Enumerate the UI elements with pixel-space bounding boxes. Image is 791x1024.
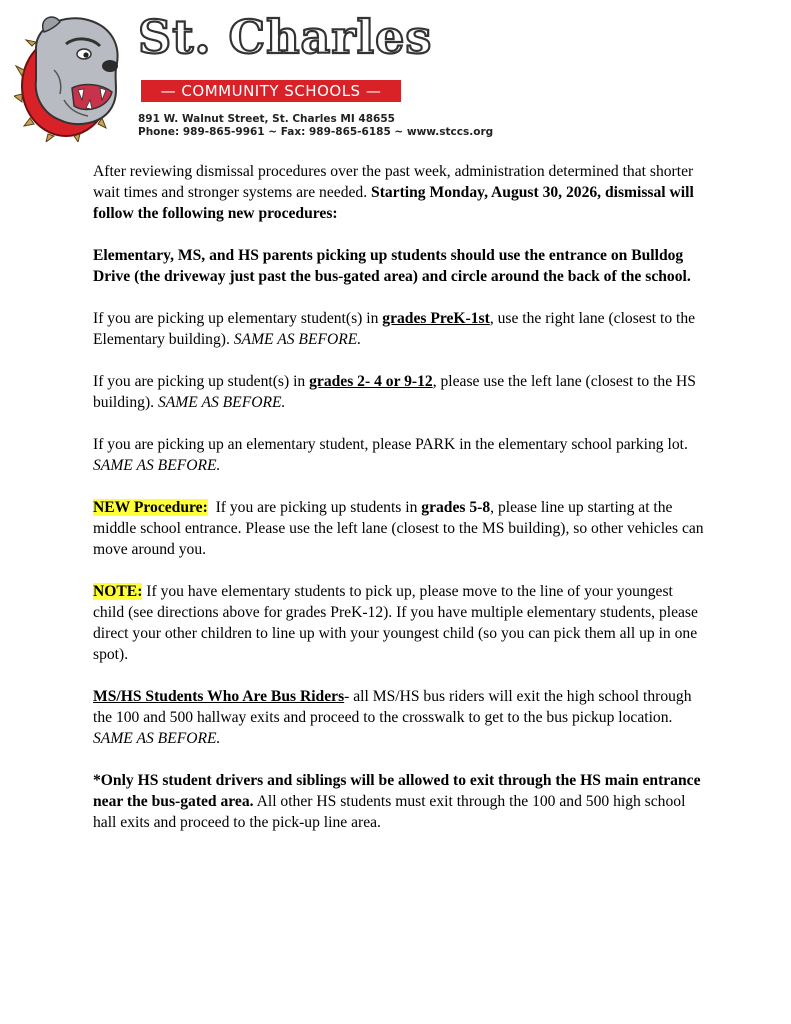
grades-2-4-9-12: grades 2- 4 or 9-12 [309, 373, 433, 390]
same-as-before-note: SAME AS BEFORE. [233, 331, 362, 348]
grades-2-4-9-12-paragraph [93, 371, 705, 413]
intro-text: After reviewing dismissal procedures over the past week, administration determined that shorter wait times and stronger systems are needed. [93, 163, 694, 201]
bus-riders-paragraph [93, 686, 705, 749]
same-as-before-note: SAME AS BEFORE. [93, 730, 221, 747]
note-paragraph [93, 581, 705, 665]
student-drivers-rule: *Only HS student drivers and siblings will be allowed to exit through the HS main entrance near the bus-gated area. [93, 772, 701, 810]
school-contact: Phone: 989-865-9961 ~ Fax: 989-865-6185 ~ www.stccs.org [138, 126, 494, 138]
note-label: NOTE: [93, 583, 143, 600]
new-procedure-text-pre: If you are picking up students in [207, 499, 422, 516]
new-procedure-label: NEW Procedure: [93, 499, 208, 516]
prek-1st-text-pre: If you are picking up elementary student(s) in [93, 310, 383, 327]
prek-1st-text-post: , use the right lane (closest to the Elementary building). [93, 310, 696, 348]
start-date-notice: Starting Monday, August 30, 2026, dismissal will follow the following new procedures: [93, 184, 694, 222]
school-address-block [138, 113, 493, 139]
prek-1st-paragraph [93, 308, 705, 350]
intro-paragraph [93, 161, 705, 224]
grades-2-4-text-post: , please use the left lane (closest to the HS building). [93, 373, 696, 411]
same-as-before-note: SAME AS BEFORE. [93, 457, 221, 474]
community-schools-banner: — COMMUNITY SCHOOLS — [141, 80, 401, 102]
grades-prek-1st: grades PreK-1st [382, 310, 490, 327]
same-as-before-note: SAME AS BEFORE. [157, 394, 286, 411]
grades-2-4-text-pre: If you are picking up student(s) in [93, 373, 310, 390]
student-drivers-text: All other HS students must exit through the 100 and 500 high school hall exits and proceed to the pick-up line area. [93, 793, 686, 831]
school-address: 891 W. Walnut Street, St. Charles MI 48655 [138, 113, 395, 125]
note-text: If you have elementary students to pick up, please move to the line of your youngest child (see directions above for grades PreK-12). If you have multiple elementary students, please direct your other children to line up with your youngest child (so you can pick them all up in one spot). [93, 583, 698, 663]
student-drivers-paragraph [93, 770, 705, 833]
bulldog-mascot-icon [14, 10, 134, 142]
letter-body [93, 161, 705, 854]
new-procedure-paragraph [93, 497, 705, 560]
entrance-instructions: Elementary, MS, and HS parents picking up students should use the entrance on Bulldog Drive (the driveway just past the bus-gated area) and circle around the back of the school. [93, 247, 691, 285]
new-procedure-text-post: , please line up starting at the middle school entrance. Please use the left lane (closest to the MS building), so other vehicles can move around you. [93, 499, 704, 558]
bus-riders-text: - all MS/HS bus riders will exit the high school through the 100 and 500 hallway exits and proceed to the crosswalk to get to the bus pickup location. [93, 688, 692, 726]
elementary-parking-paragraph [93, 434, 705, 476]
bus-riders-heading: MS/HS Students Who Are Bus Riders [93, 688, 345, 705]
entrance-paragraph [93, 245, 705, 287]
grades-5-8: grades 5-8 [421, 499, 491, 516]
parking-text: If you are picking up an elementary student, please PARK in the elementary school parking lot. [93, 436, 688, 453]
school-name: St. Charles [138, 10, 433, 64]
